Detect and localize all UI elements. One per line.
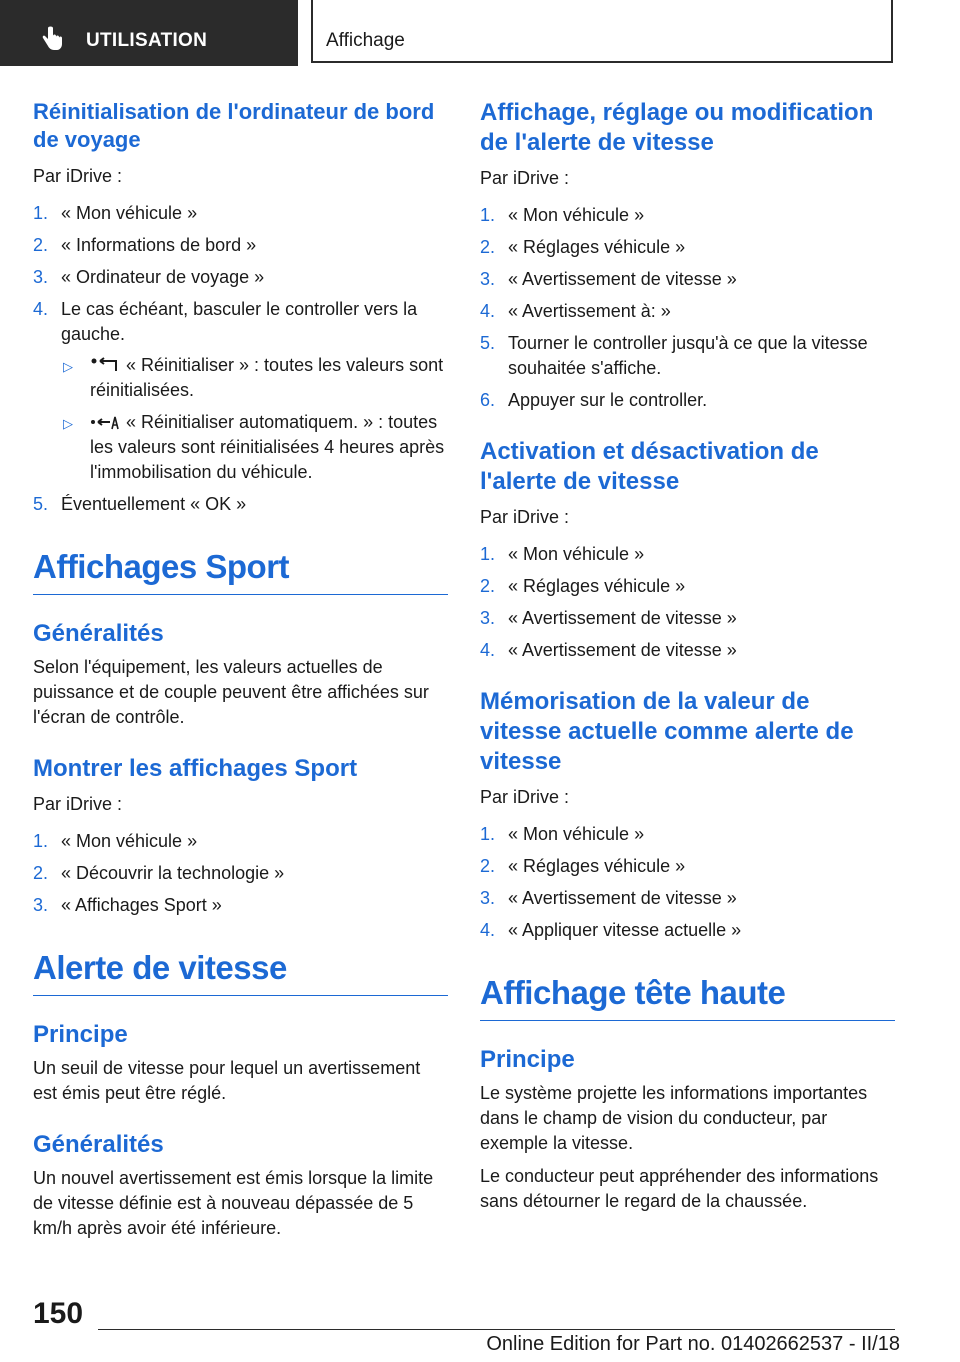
list-item: 2. « Découvrir la technologie » (33, 863, 285, 883)
list-item: 1. « Mon véhicule » (480, 205, 645, 225)
list-item: 2. « Réglages véhicule » (480, 237, 686, 257)
list-item: 2. « Réglages véhicule » (480, 856, 686, 876)
activation-heading: Activation et désactivation de l'alerte de vitesse (480, 438, 819, 495)
list-item: 6. Appuyer sur le controller. (480, 390, 708, 410)
list-item: 3. « Avertissement de vitesse » (480, 608, 737, 628)
display-intro: Par iDrive : (480, 168, 570, 188)
speed-principle-heading: Principe (33, 1021, 128, 1048)
page-header (0, 0, 960, 66)
list-item: 3. « Affichages Sport » (33, 895, 222, 915)
footer-divider (98, 1329, 895, 1330)
speed-general-heading: Généralités (33, 1131, 164, 1158)
speed-general-text: Un nouvel avertissement est émis lorsque la limite de vitesse définie est à nouveau dépassée de 5 km/h après avoir été inférieure. (33, 1168, 434, 1238)
activation-intro: Par iDrive : (480, 507, 570, 527)
list-item: 4. « Avertissement à: » (480, 301, 671, 321)
list-item: 3. « Avertissement de vitesse » (480, 888, 737, 908)
list-item: 3. « Avertissement de vitesse » (480, 269, 737, 289)
reset-heading: Réinitialisation de l'ordinateur de bord de voyage (33, 99, 435, 152)
list-item: 1. « Mon véhicule » (480, 544, 645, 564)
chapter-tab (311, 0, 893, 63)
list-item: 1. « Mon véhicule » (480, 824, 645, 844)
reset-options (61, 353, 448, 485)
reset-icon (90, 356, 120, 374)
left-column (33, 98, 448, 1241)
edition-text: Online Edition for Part no. 01402662537 - II/18 (486, 1333, 900, 1355)
hand-pointer-icon (40, 26, 64, 52)
speed-principle-text: Un seuil de vitesse pour lequel un avertissement est émis peut être réglé. (33, 1058, 421, 1103)
memorize-intro: Par iDrive : (480, 787, 570, 807)
activation-steps (480, 542, 895, 663)
sport-general-text: Selon l'équipement, les valeurs actuelles de puissance et de couple peuvent être affichées sur l'écran de contrôle. (33, 657, 429, 727)
hud-heading: Affichage tête haute (480, 973, 895, 1021)
triangle-bullet-icon: ▷ (63, 416, 73, 431)
memorize-steps (480, 822, 895, 943)
right-column (480, 98, 895, 1214)
list-item: 5. Éventuellement « OK » (33, 494, 247, 514)
speed-heading: Alerte de vitesse (33, 948, 448, 996)
list-item: 2. « Réglages véhicule » (480, 576, 686, 596)
list-item: 2. « Informations de bord » (33, 235, 257, 255)
list-item: 1. « Mon véhicule » (33, 831, 198, 851)
display-heading: Affichage, réglage ou modification de l'alerte de vitesse (480, 99, 874, 156)
memorize-heading: Mémorisation de la valeur de vitesse actuelle comme alerte de vitesse (480, 688, 854, 775)
list-item: 1. « Mon véhicule » (33, 203, 198, 223)
sport-general-heading: Généralités (33, 620, 164, 647)
hud-text-1: Le système projette les informations importantes dans le champ de vision du conducteur, par exemple la vitesse. (480, 1083, 868, 1153)
list-item: ▷ « Réinitialiser » : toutes les valeurs sont réinitialisées. (63, 355, 444, 400)
list-item: 4. Le cas échéant, basculer le controller vers la gauche. ▷ « Réinitialiser » : toutes les valeurs sont réinitialisées. ▷ « Réinitialiser automatiquem. » : toutes les valeurs sont réinitialisées 4 heures après l'immobilisation du véhicule. (33, 297, 448, 485)
section-label: UTILISATION (86, 30, 208, 51)
page-number: 150 (33, 1297, 84, 1330)
list-item: 5. Tourner le controller jusqu'à ce que la vitesse souhaitée s'affiche. (480, 333, 868, 378)
sport-heading: Affichages Sport (33, 547, 448, 595)
triangle-bullet-icon: ▷ (63, 359, 73, 374)
display-steps (480, 203, 895, 413)
sport-show-intro: Par iDrive : (33, 794, 123, 814)
sport-show-heading: Montrer les affichages Sport (33, 755, 358, 782)
list-item: 4. « Avertissement de vitesse » (480, 640, 737, 660)
list-item: 3. « Ordinateur de voyage » (33, 267, 265, 287)
reset-steps (33, 201, 448, 517)
reset-intro: Par iDrive : (33, 166, 123, 186)
sport-show-steps (33, 829, 448, 918)
hud-principle-heading: Principe (480, 1046, 575, 1073)
list-item: ▷ « Réinitialiser automatiquem. » : toutes les valeurs sont réinitialisées 4 heures après l'immobilisation du véhicule. (63, 412, 445, 482)
auto-reset-icon (90, 413, 120, 431)
chapter-label: Affichage (326, 30, 405, 51)
list-item: 4. « Appliquer vitesse actuelle » (480, 920, 742, 940)
hud-text-2: Le conducteur peut appréhender des informations sans détourner le regard de la chaussée. (480, 1166, 879, 1211)
section-tab (0, 0, 298, 66)
